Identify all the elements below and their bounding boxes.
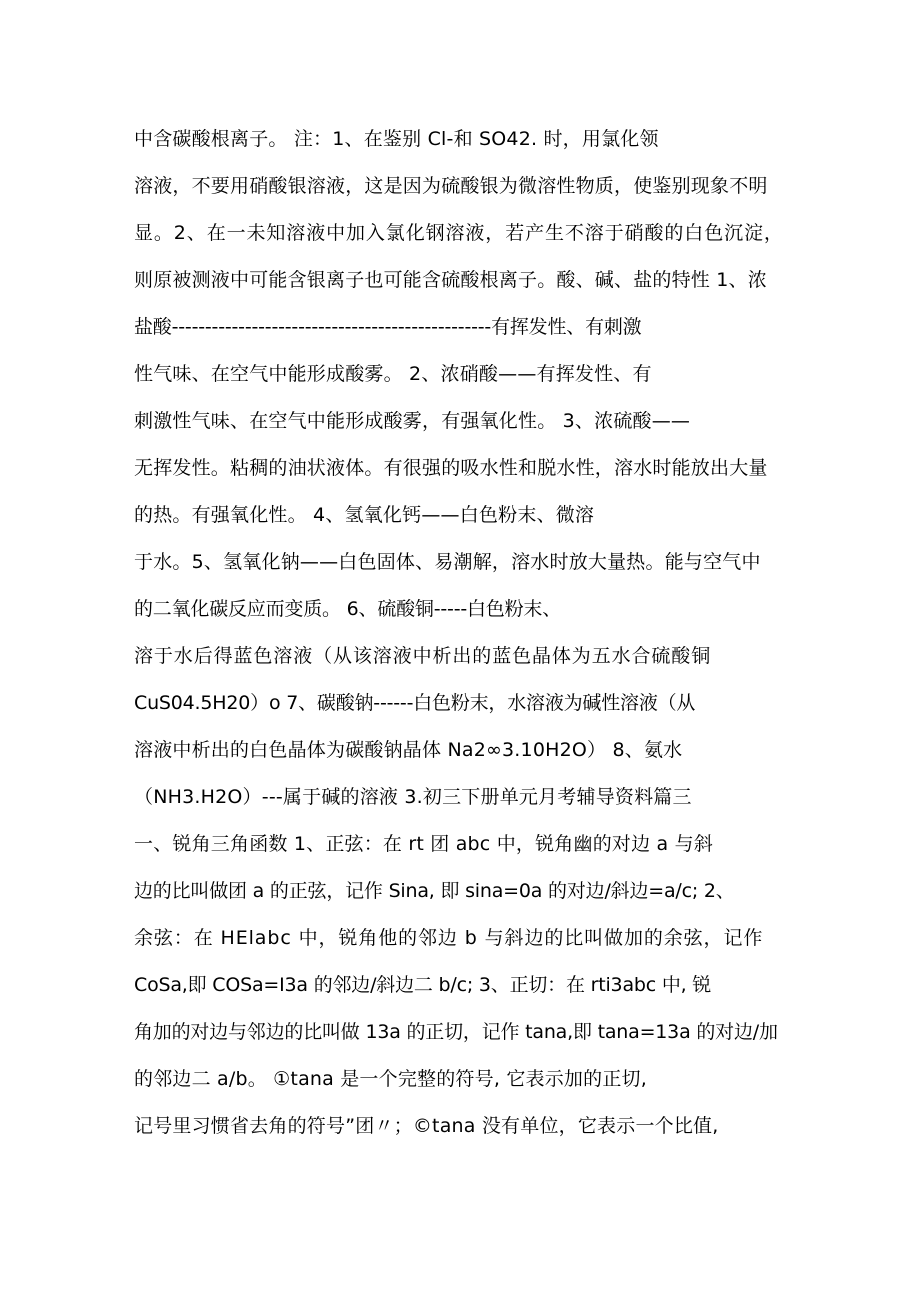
text-line: 显。2、在一未知溶液中加入氯化钢溶液，若产生不溶于硝酸的白色沉淀， xyxy=(134,222,784,244)
text-line: 刺激性气味、在空气中能形成酸雾，有强氧化性。 3、浓硫酸—— xyxy=(134,410,691,432)
text-line: 的热。有强氧化性。 4、氢氧化钙——白色粉末、微溶 xyxy=(134,504,595,526)
body-text xyxy=(134,116,794,1150)
text-line: 的二氧化碳反应而变质。 6、硫酸铜-----白色粉末、 xyxy=(134,598,562,620)
text-line: CoSa,即 COSa=I3a 的邻边/斜边二 b∕c; 3、正切：在 rti3abc 中, 锐 xyxy=(134,974,712,996)
text-line: 盐酸------------------------------------------------有挥发性、有刺激 xyxy=(134,316,642,338)
text-line: 角加的对边与邻边的比叫做 13a 的正切，记作 tana,即 tana=13a 的对边/加 xyxy=(134,1021,778,1043)
text-line: 无挥发性。粘稠的油状液体。有很强的吸水性和脱水性，溶水时能放出大量 xyxy=(134,457,768,479)
text-line: 一、锐角三角函数 1、正弦：在 rt 团 abc 中，锐角幽的对边 a 与斜 xyxy=(134,833,714,855)
text-line: 的邻边二 a/b。 ①tana 是一个完整的符号, 它表示加的正切, xyxy=(134,1068,647,1090)
text-line: 溶于水后得蓝色溶液（从该溶液中析出的蓝色晶体为五水合硫酸铜 xyxy=(134,645,712,667)
text-line: （NH3.H2O）---属于碱的溶液 3.初三下册单元月考辅导资料篇三 xyxy=(134,786,692,808)
text-line: 记号里习惯省去角的符号”团〃；©tana 没有单位，它表示一个比值, xyxy=(134,1115,719,1137)
text-line: 则原被测液中可能含银离子也可能含硫酸根离子。酸、碱、盐的特性 1、浓 xyxy=(134,269,767,291)
text-line: 中含碳酸根离子。 注：1、在鉴别 Cl-和 SO42. 时，用氯化领 xyxy=(134,128,659,150)
text-line: 溶液中析出的白色晶体为碳酸钠晶体 Na2∞3.10H2O） 8、氨水 xyxy=(134,739,683,761)
text-line: 余弦：在 HElabc 中，锐角他的邻边 b 与斜边的比叫做加的余弦，记作 xyxy=(134,927,764,949)
text-line: 于水。5、氢氧化钠——白色固体、易潮解，溶水时放大量热。能与空气中 xyxy=(134,551,761,573)
text-line: CuS04.5H20）o 7、碳酸钠------白色粉末，水溶液为碱性溶液（从 xyxy=(134,692,696,714)
text-line: 边的比叫做团 a 的正弦，记作 Sina, 即 sina=0a 的对边/斜边=a∕c; 2、 xyxy=(134,880,735,902)
text-line: 溶液，不要用硝酸银溶液，这是因为硫酸银为微溶性物质，使鉴别现象不明 xyxy=(134,175,768,197)
text-line: 性气味、在空气中能形成酸雾。 2、浓硝酸——有挥发性、有 xyxy=(134,363,652,385)
